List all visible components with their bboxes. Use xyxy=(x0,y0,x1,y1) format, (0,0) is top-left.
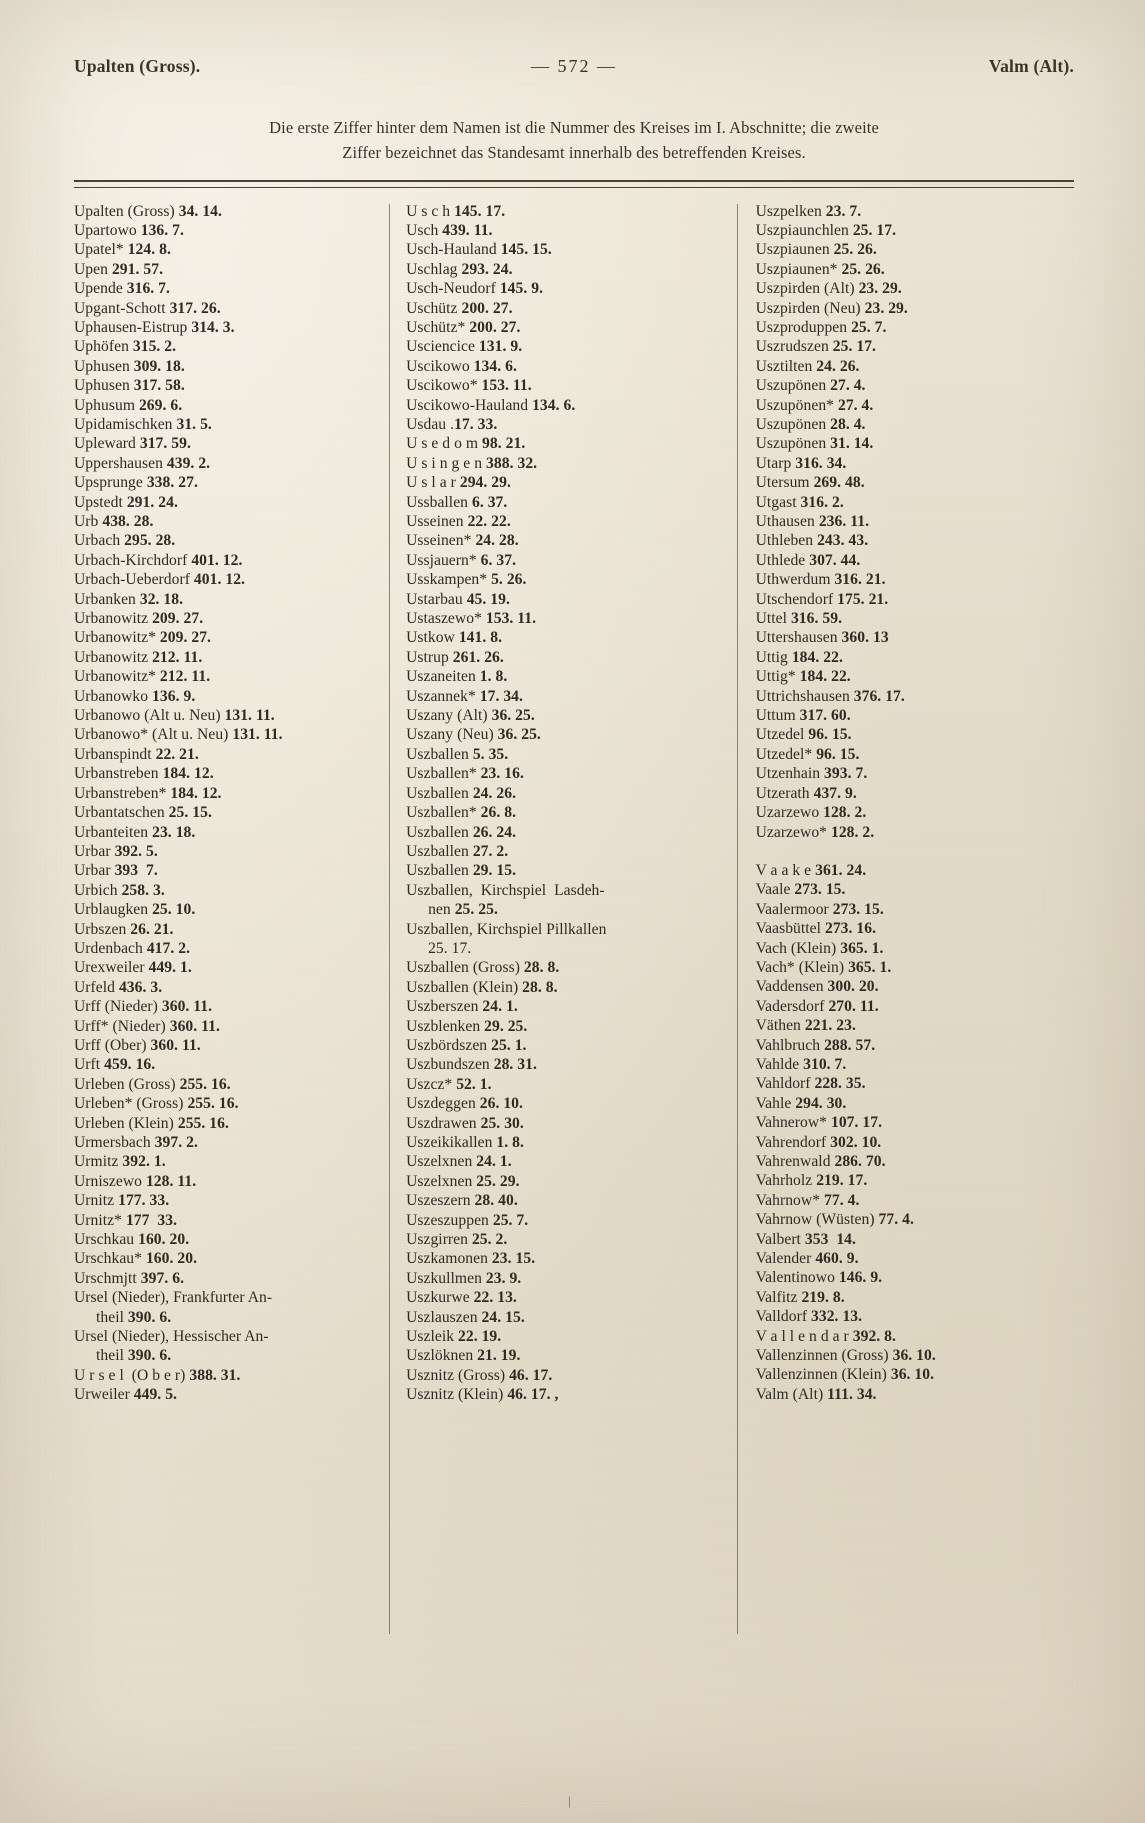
index-entry: Vaale 273. 15. xyxy=(755,881,846,899)
index-entry: Utzedel 96. 15. xyxy=(755,726,852,744)
index-entry: Uttum 317. 60. xyxy=(755,707,851,725)
index-entry: Uszdeggen 26. 10. xyxy=(406,1095,523,1113)
index-entry: Usciencice 131. 9. xyxy=(406,338,523,356)
index-entry: Urbanowo (Alt u. Neu) 131. 11. xyxy=(74,707,275,725)
index-entry: Vahrenwald 286. 70. xyxy=(755,1153,886,1170)
index-entry: Uszballen (Klein) 28. 8. xyxy=(406,978,558,996)
index-entry: Valender 460. 9. xyxy=(755,1250,859,1268)
index-entry: Vaasbüttel 273. 16. xyxy=(755,920,877,938)
index-entry: Uszeszern 28. 40. xyxy=(406,1192,518,1210)
index-entry: Uszproduppen 25. 7. xyxy=(755,318,887,336)
index-entry: Urbanstreben* 184. 12. xyxy=(74,784,222,802)
index-entry: Urb 438. 28. xyxy=(74,513,154,530)
index-entry: Urbanowitz 209. 27. xyxy=(74,610,204,628)
index-entry: Urff (Nieder) 360. 11. xyxy=(74,998,213,1016)
index-entry: Upende 316. 7. xyxy=(74,280,170,298)
index-entry: Urbanspindt 22. 21. xyxy=(74,745,199,763)
index-entry: Uszballen, Kirchspiel Pillkallen xyxy=(406,920,607,938)
index-entry: Uszpelken 23. 7. xyxy=(755,202,862,220)
index-entry: Valbert 353 14. xyxy=(755,1230,856,1248)
index-entry: Ursel (Nieder), Hessischer An- xyxy=(74,1328,269,1346)
index-entry: Valm (Alt) 111. 34. xyxy=(755,1385,877,1403)
page-number: — 572 — xyxy=(531,56,617,76)
index-entry: Uthwerdum 316. 21. xyxy=(755,571,886,589)
index-entry: Uphusen 317. 58. xyxy=(74,377,185,395)
index-entry: Ustarbau 45. 19. xyxy=(406,590,510,608)
index-entry: Uphausen-Eistrup 314. 3. xyxy=(74,318,235,336)
index-entry: Uppershausen 439. 2. xyxy=(74,454,211,472)
index-entry: Vahlbruch 288. 57. xyxy=(755,1036,876,1054)
running-head-left: Upalten (Gross). xyxy=(74,56,201,76)
index-entry: Vadersdorf 270. 11. xyxy=(755,997,879,1015)
index-entry: Valfitz 219. 8. xyxy=(755,1288,845,1306)
index-entry: Urbanowitz* 209. 27. xyxy=(74,629,212,647)
index-entry: Uszberszen 24. 1. xyxy=(406,998,518,1016)
index-entry: Uphusum 269. 6. xyxy=(74,396,183,414)
index-entry: Urbach 295. 28. xyxy=(74,532,176,550)
index-entry: Usch-Neudorf 145. 9. xyxy=(406,280,544,298)
index-entry: Urschmjtt 397. 6. xyxy=(74,1269,185,1287)
index-entry: Uszkurwe 22. 13. xyxy=(406,1289,517,1307)
index-entry: Urbach-Ueberdorf 401. 12. xyxy=(74,571,245,589)
index-entry: Uszballen 27. 2. xyxy=(406,842,509,860)
index-entry: Urexweiler 449. 1. xyxy=(74,959,192,977)
index-entry: Uphöfen 315. 2. xyxy=(74,338,177,356)
index-entry: Uszballen 26. 24. xyxy=(406,823,517,841)
index-entry: Usdau .17. 33. xyxy=(406,415,498,433)
index-entry: Uszelxnen 24. 1. xyxy=(406,1153,512,1171)
index-entry: Ustaszewo* 153. 11. xyxy=(406,610,537,628)
index-entry: Uszeszuppen 25. 7. xyxy=(406,1211,529,1229)
index-entry: Usseinen* 24. 28. xyxy=(406,532,519,550)
index-entry: Uszdrawen 25. 30. xyxy=(406,1114,524,1132)
index-entry: Uszpirden (Neu) 23. 29. xyxy=(755,299,908,317)
index-entry: Utarp 316. 34. xyxy=(755,454,847,472)
index-entry: Uszleik 22. 19. xyxy=(406,1328,502,1346)
index-entry: Uthausen 236. 11. xyxy=(755,513,870,530)
index-entry: Uszupönen* 27. 4. xyxy=(755,396,874,414)
index-entry: Urbantatschen 25. 15. xyxy=(74,804,212,822)
index-entry: Ustkow 141. 8. xyxy=(406,629,503,647)
index-entry: Uszpiaunen 25. 26. xyxy=(755,241,877,259)
index-entry: Vahrnow (Wüsten) 77. 4. xyxy=(755,1211,914,1229)
index-entry: Uszballen (Gross) 28. 8. xyxy=(406,959,560,977)
index-entry: Vach* (Klein) 365. 1. xyxy=(755,958,892,976)
index-entry: Urbach-Kirchdorf 401. 12. xyxy=(74,551,243,569)
index-entry: Urff* (Nieder) 360. 11. xyxy=(74,1017,220,1035)
index-entry: Urff (Ober) 360. 11. xyxy=(74,1036,201,1054)
index-entry: Upen 291. 57. xyxy=(74,260,164,278)
index-entry: Utersum 269. 48. xyxy=(755,474,865,492)
index-entry: Urniszewo 128. 11. xyxy=(74,1172,197,1190)
index-entry: Vahnerow* 107. 17. xyxy=(755,1114,883,1132)
index-entry: U s c h 145. 17. xyxy=(406,202,506,220)
index-entry: Uszballen 5. 35. xyxy=(406,745,509,763)
index-entry: Usznitz (Klein) 46. 17. , xyxy=(406,1386,559,1404)
index-entry: V a a k e 361. 24. xyxy=(755,861,867,879)
index-entry: Urschkau* 160. 20. xyxy=(74,1250,198,1268)
index-entry: Uszeikikallen 1. 8. xyxy=(406,1134,524,1151)
index-entry: Vahle 294. 30. xyxy=(755,1094,847,1112)
index-entry: Uszkullmen 23. 9. xyxy=(406,1269,522,1287)
index-entry: Urschkau 160. 20. xyxy=(74,1231,190,1249)
index-entry: Usznitz (Gross) 46. 17. xyxy=(406,1366,553,1384)
index-entry: Urfeld 436. 3. xyxy=(74,978,163,996)
index-entry: Utzerath 437. 9. xyxy=(755,784,857,802)
index-entry: Utzenhain 393. 7. xyxy=(755,765,868,783)
index-entry: Uszkamonen 23. 15. xyxy=(406,1250,536,1268)
index-entry: Uszbördszen 25. 1. xyxy=(406,1036,527,1054)
index-entry: Usch 439. 11. xyxy=(406,221,493,239)
index-entry: V a l l e n d a r 392. 8. xyxy=(755,1327,896,1345)
index-entry: Utschendorf 175. 21. xyxy=(755,590,889,608)
note-line-1: Die erste Ziffer hinter dem Namen ist die Nummer des Kreises im I. Abschnitte; die zweite xyxy=(269,118,879,137)
index-entry: Urbar 393 7. xyxy=(74,862,158,880)
index-entry: Vahldorf 228. 35. xyxy=(755,1075,866,1093)
index-entry: Uthleben 243. 43. xyxy=(755,532,869,550)
index-entry: Uszelxnen 25. 29. xyxy=(406,1172,520,1190)
index-entry: Uscikowo 134. 6. xyxy=(406,357,517,375)
index-entry: Upatel* 124. 8. xyxy=(74,241,171,259)
index-entry: Uszaneiten 1. 8. xyxy=(406,668,508,686)
index-entry: Uschütz 200. 27. xyxy=(406,299,513,317)
index-entry: Uphusen 309. 18. xyxy=(74,357,185,375)
index-entry: Ussjauern* 6. 37. xyxy=(406,551,517,569)
index-entry: Urbanteiten 23. 18. xyxy=(74,823,196,841)
index-entry: Uszany (Alt) 36. 25. xyxy=(406,707,535,725)
running-head-right: Valm (Alt). xyxy=(988,56,1074,76)
index-entry: Uzarzewo* 128. 2. xyxy=(755,823,875,841)
index-entry: Uszballen* 26. 8. xyxy=(406,804,517,822)
index-entry: 25. 17. xyxy=(428,939,472,957)
index-entry: theil 390. 6. xyxy=(96,1347,172,1365)
index-entry: Vahlde 310. 7. xyxy=(755,1055,847,1073)
index-entry: Urmitz 392. 1. xyxy=(74,1153,166,1171)
index-entry: Vallenzinnen (Gross) 36. 10. xyxy=(755,1347,936,1365)
index-entry: Ursel (Nieder), Frankfurter An- xyxy=(74,1289,273,1307)
index-entry: U r s e l (O b e r) 388. 31. xyxy=(74,1366,241,1384)
index-entry: Uszballen* 23. 16. xyxy=(406,765,524,783)
index-entry: Vaddensen 300. 20. xyxy=(755,978,879,996)
note-line-2: Ziffer bezeichnet das Standesamt innerhalb des betreffenden Kreises. xyxy=(342,142,806,162)
index-entry: U s i n g e n 388. 32. xyxy=(406,454,538,472)
index-entry: Urbanowitz* 212. 11. xyxy=(74,668,211,686)
index-entry: Urbanstreben 184. 12. xyxy=(74,765,214,783)
index-entry: Uttig 184. 22. xyxy=(755,648,843,666)
index-entry: Uscikowo-Hauland 134. 6. xyxy=(406,396,576,414)
index-entry: Urbanken 32. 18. xyxy=(74,590,184,608)
index-entry: Uszgirren 25. 2. xyxy=(406,1231,508,1249)
footer-mark: | xyxy=(568,1793,571,1808)
index-entry: Vach (Klein) 365. 1. xyxy=(755,939,884,957)
index-entry: Uscikowo* 153. 11. xyxy=(406,377,532,395)
index-entry: Uszblenken 29. 25. xyxy=(406,1017,528,1035)
index-entry: Uthlede 307. 44. xyxy=(755,551,861,569)
index-entry: Vahrendorf 302. 10. xyxy=(755,1133,882,1151)
index-entry: Urleben* (Gross) 255. 16. xyxy=(74,1095,239,1113)
index-entry: Vallenzinnen (Klein) 36. 10. xyxy=(755,1366,935,1384)
index-entry: Urweiler 449. 5. xyxy=(74,1386,177,1404)
index-entry: Uszannek* 17. 34. xyxy=(406,687,523,705)
index-entry: nen 25. 25. xyxy=(428,901,498,919)
index-entry: Urbich 258. 3. xyxy=(74,881,165,899)
index-entry: Uszlöknen 21. 19. xyxy=(406,1347,521,1365)
index-entry: Uzarzewo 128. 2. xyxy=(755,804,867,822)
index-entry: U s l a r 294. 29. xyxy=(406,474,511,492)
index-entry: Upartowo 136. 7. xyxy=(74,221,184,239)
index-entry: theil 390. 6. xyxy=(96,1308,172,1326)
index-entry: Urnitz 177. 33. xyxy=(74,1192,170,1210)
index-entry: Urleben (Gross) 255. 16. xyxy=(74,1075,231,1093)
index-columns xyxy=(74,202,1074,1642)
index-column-2 xyxy=(390,202,737,1642)
index-entry: Urft 459. 16. xyxy=(74,1056,156,1074)
index-entry: Uszpiaunen* 25. 26. xyxy=(755,260,885,278)
index-entry: Vahrholz 219. 17. xyxy=(755,1172,868,1190)
running-head xyxy=(74,56,1074,86)
index-entry: Urleben (Klein) 255. 16. xyxy=(74,1114,229,1132)
page-content xyxy=(74,56,1074,1642)
index-entry: Urbanowo* (Alt u. Neu) 131. 11. xyxy=(74,726,283,744)
index-entry: Vahrnow* 77. 4. xyxy=(755,1191,860,1209)
index-entry: Uszlauszen 24. 15. xyxy=(406,1308,525,1326)
index-entry: Upstedt 291. 24. xyxy=(74,493,178,511)
index-entry: Uschütz* 200. 27. xyxy=(406,318,521,336)
index-entry: Usskampen* 5. 26. xyxy=(406,571,527,589)
index-entry: Uszballen 24. 26. xyxy=(406,784,517,802)
index-entry: Väthen 221. 23. xyxy=(755,1017,856,1035)
index-entry: Uszupönen 31. 14. xyxy=(755,435,874,453)
index-entry: U s e d o m 98. 21. xyxy=(406,435,526,453)
index-entry: Urnitz* 177 33. xyxy=(74,1211,178,1229)
index-entry-spacer xyxy=(756,842,1074,861)
index-entry: Uszany (Neu) 36. 25. xyxy=(406,726,541,744)
index-entry: Uszrudszen 25. 17. xyxy=(755,338,876,356)
index-entry: Uszpirden (Alt) 23. 29. xyxy=(755,280,902,298)
index-entry: Ussballen 6. 37. xyxy=(406,493,508,511)
index-entry: Valldorf 332. 13. xyxy=(755,1308,863,1326)
index-entry: Vaalermoor 273. 15. xyxy=(755,900,884,918)
index-entry: Urbanowko 136. 9. xyxy=(74,687,196,705)
index-entry: Uschlag 293. 24. xyxy=(406,260,513,278)
index-entry: Upleward 317. 59. xyxy=(74,435,191,453)
index-entry: Usztilten 24. 26. xyxy=(755,357,860,375)
index-entry: Uszupönen 28. 4. xyxy=(755,415,866,433)
index-entry: Usseinen 22. 22. xyxy=(406,513,511,530)
index-entry: Urbszen 26. 21. xyxy=(74,920,174,938)
index-entry: Uttershausen 360. 13 xyxy=(755,629,889,647)
index-entry: Utgast 316. 2. xyxy=(755,493,844,511)
index-entry: Urmersbach 397. 2. xyxy=(74,1134,198,1151)
index-entry: Urbar 392. 5. xyxy=(74,842,158,860)
index-entry: Uszballen 29. 15. xyxy=(406,862,517,880)
index-entry: Urblaugken 25. 10. xyxy=(74,901,196,919)
index-entry: Ustrup 261. 26. xyxy=(406,648,504,666)
header-rule xyxy=(74,180,1074,188)
index-entry: Uszballen, Kirchspiel Lasdeh- xyxy=(406,881,605,899)
index-entry: Uttrichshausen 376. 17. xyxy=(755,687,905,705)
index-column-3 xyxy=(738,202,1074,1642)
explanatory-note xyxy=(74,116,1074,166)
index-entry: Uttig* 184. 22. xyxy=(755,668,851,686)
index-entry: Upidamischken 31. 5. xyxy=(74,415,212,433)
index-entry: Urdenbach 417. 2. xyxy=(74,939,191,957)
index-entry: Utzedel* 96. 15. xyxy=(755,745,860,763)
index-entry: Uszpiaunchlen 25. 17. xyxy=(755,221,897,239)
index-column-1 xyxy=(74,202,389,1642)
index-entry: Uszcz* 52. 1. xyxy=(406,1075,492,1093)
index-entry: Valentinowo 146. 9. xyxy=(755,1269,883,1287)
index-entry: Uszbundszen 28. 31. xyxy=(406,1056,537,1074)
index-entry: Urbanowitz 212. 11. xyxy=(74,648,203,666)
index-entry: Upsprunge 338. 27. xyxy=(74,474,198,492)
index-entry: Usch-Hauland 145. 15. xyxy=(406,241,552,259)
index-entry: Uszupönen 27. 4. xyxy=(755,377,866,395)
index-entry: Uttel 316. 59. xyxy=(755,610,843,628)
index-entry: Upgant-Schott 317. 26. xyxy=(74,299,221,317)
index-entry: Upalten (Gross) 34. 14. xyxy=(74,202,222,220)
